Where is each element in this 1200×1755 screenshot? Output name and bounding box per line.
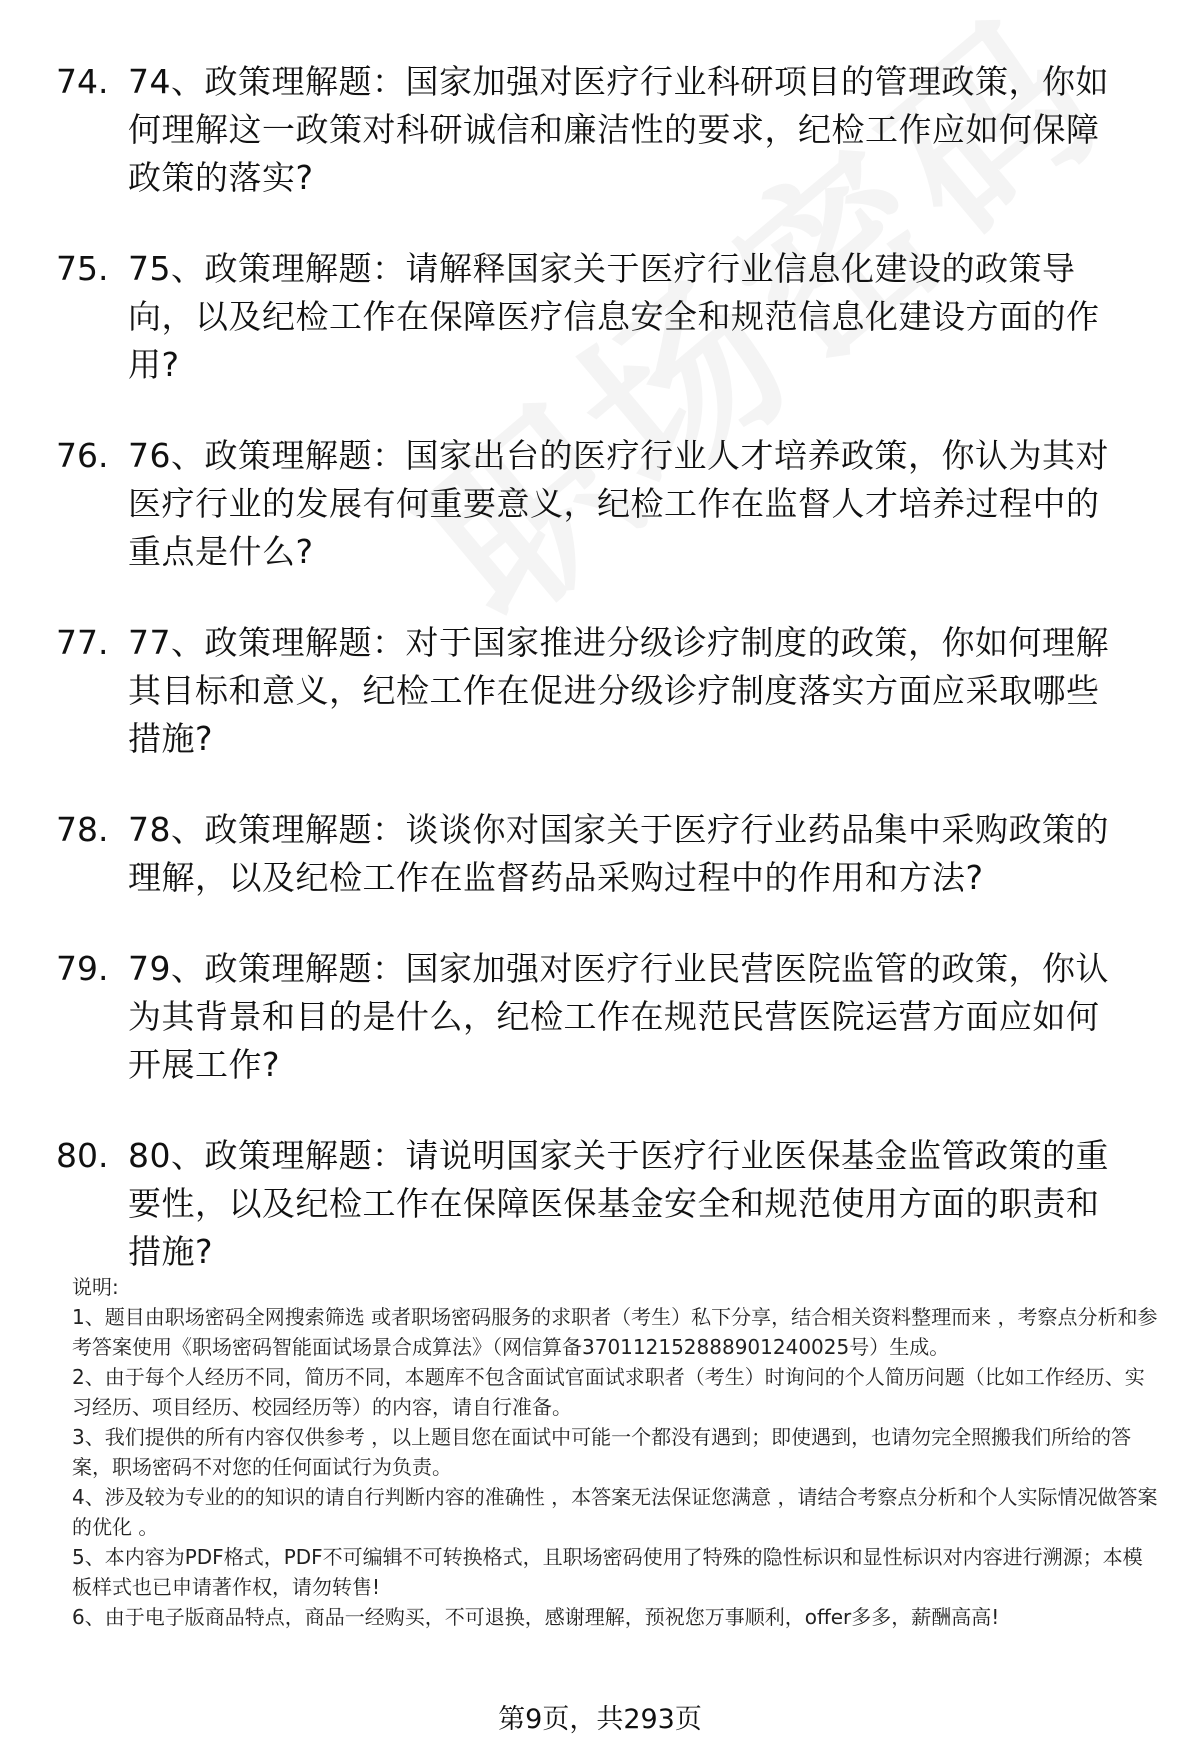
note-item: 6、由于电子版商品特点，商品一经购买，不可退换，感谢理解，预祝您万事顺利，offer多多，薪酬高高! xyxy=(72,1605,1000,1629)
question-text: 77、政策理解题：对于国家推进分级诊疗制度的政策，你如何理解其目标和意义，纪检工作在促进分级诊疗制度落实方面应采取哪些措施? xyxy=(128,623,1109,758)
note-item: 5、本内容为PDF格式，PDF不可编辑不可转换格式，且职场密码使用了特殊的隐性标识和显性标识对内容进行溯源；本模板样式也已申请著作权，请勿转售! xyxy=(72,1545,1143,1599)
question-number: 77. xyxy=(56,623,109,662)
notes-section xyxy=(72,1272,1162,1632)
question-text: 78、政策理解题：谈谈你对国家关于医疗行业药品集中采购政策的理解，以及纪检工作在监督药品采购过程中的作用和方法? xyxy=(128,810,1109,897)
note-item: 2、由于每个人经历不同，简历不同，本题库不包含面试官面试求职者（考生）时询问的个人简历问题（比如工作经历、实习经历、项目经历、校园经历等）的内容，请自行准备。 xyxy=(72,1365,1145,1419)
note-item: 3、我们提供的所有内容仅供参考 ，以上题目您在面试中可能一个都没有遇到；即使遇到，也请勿完全照搬我们所给的答案，职场密码不对您的任何面试行为负责。 xyxy=(72,1425,1132,1479)
question-number: 75. xyxy=(56,249,109,288)
question-item xyxy=(0,806,1200,902)
question-list xyxy=(0,58,1200,1319)
question-item xyxy=(0,245,1200,389)
question-text: 74、政策理解题：国家加强对医疗行业科研项目的管理政策，你如何理解这一政策对科研诚信和廉洁性的要求，纪检工作应如何保障政策的落实? xyxy=(128,62,1109,197)
question-number: 79. xyxy=(56,949,109,988)
note-item: 1、题目由职场密码全网搜索筛选 或者职场密码服务的求职者（考生）私下分享，结合相关资料整理而来 ，考察点分析和参考答案使用《职场密码智能面试场景合成算法》（网信算备3701121528889012400​25号）生成。 xyxy=(72,1305,1158,1359)
question-item xyxy=(0,58,1200,202)
question-text: 76、政策理解题：国家出台的医疗行业人才培养政策，你认为其对医疗行业的发展有何重要意义，纪检工作在监督人才培养过程中的重点是什么? xyxy=(128,436,1109,571)
question-number: 80. xyxy=(56,1136,109,1175)
notes-title: 说明: xyxy=(72,1275,119,1299)
question-number: 76. xyxy=(56,436,109,475)
question-text: 79、政策理解题：国家加强对医疗行业民营医院监管的政策，你认为其背景和目的是什么，纪检工作在规范民营医院运营方面应如何开展工作? xyxy=(128,949,1109,1084)
page-footer: 第9页，共293页 xyxy=(498,1704,702,1735)
question-item xyxy=(0,1132,1200,1276)
question-item xyxy=(0,945,1200,1089)
question-number: 74. xyxy=(56,62,109,101)
question-item xyxy=(0,432,1200,576)
question-text: 75、政策理解题：请解释国家关于医疗行业信息化建设的政策导向，以及纪检工作在保障医疗信息安全和规范信息化建设方面的作用? xyxy=(128,249,1100,384)
question-number: 78. xyxy=(56,810,109,849)
question-item xyxy=(0,619,1200,763)
question-text: 80、政策理解题：请说明国家关于医疗行业医保基金监管政策的重要性，以及纪检工作在保障医保基金安全和规范使用方面的职责和措施? xyxy=(128,1136,1109,1271)
note-item: 4、涉及较为专业的的知识的请自行判断内容的准确性 ，本答案无法保证您满意 ，请结合考察点分析和个人实际情况做答案的优化 。 xyxy=(72,1485,1158,1539)
